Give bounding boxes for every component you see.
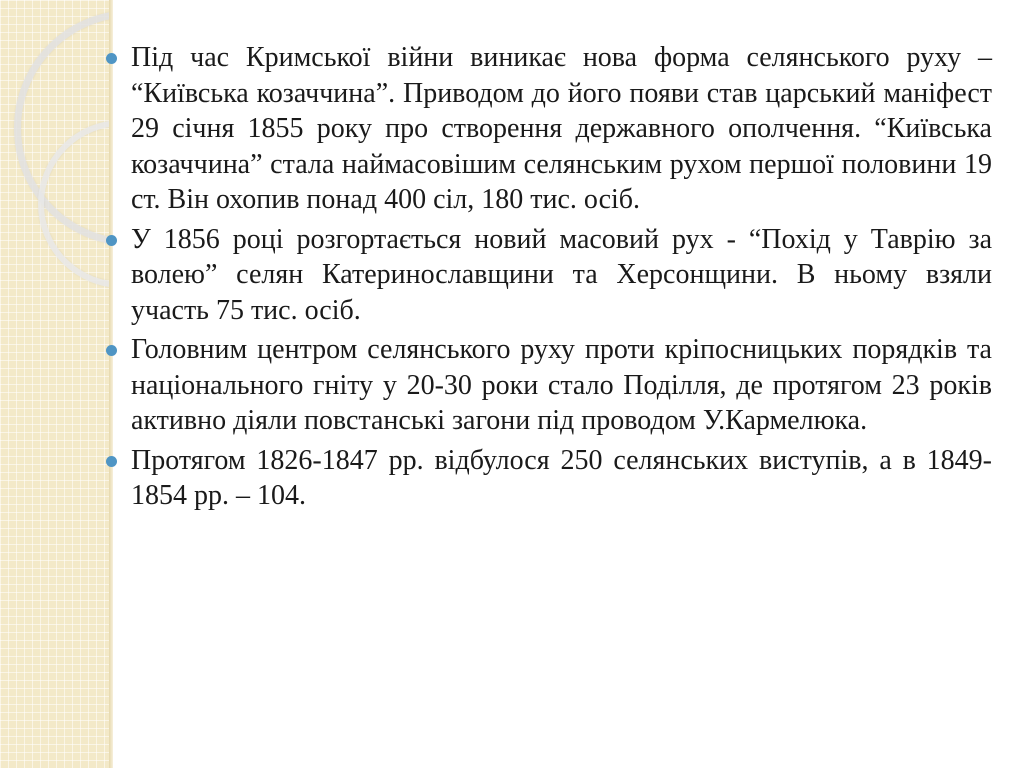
bullet-text: Головним центром селянського руху проти кріпосницьких порядків та національного гніту у 20-30 роки стало Поділля, де протягом 23 років активно діяли повстанські загони під проводом У.Кармелюка.	[131, 334, 992, 436]
bullet-text: У 1856 році розгортається новий масовий рух - “Похід у Таврію за волею” селян Катеринославщини та Херсонщини. В ньому взяли участь 75 тис. осіб.	[131, 223, 992, 326]
bullet-text: Під час Кримської війни виникає нова форма селянського руху – “Київська козаччина”. Приводом до його появи став царський маніфест 29 січня 1855 року про створення державного ополчення. “Київська козаччина” стала наймасовішим селянським рухом першої половини 19 ст. Він охопив понад 400 сіл, 180 тис. осіб.	[131, 42, 992, 215]
bullet-list	[104, 40, 992, 514]
bullet-dot-icon	[106, 456, 117, 467]
bullet-item-podillia	[104, 332, 992, 439]
bullet-dot-icon	[106, 235, 117, 246]
bullet-dot-icon	[106, 345, 117, 356]
slide-content	[104, 40, 992, 518]
bullet-item-crimean-war	[104, 40, 992, 218]
bullet-item-uprisings-count	[104, 443, 992, 514]
decorative-side-panel	[0, 0, 112, 768]
bullet-item-tavria-march	[104, 222, 992, 329]
bullet-dot-icon	[106, 53, 117, 64]
bullet-text: Протягом 1826-1847 рр. відбулося 250 селянських виступів, а в 1849-1854 рр. – 104.	[131, 444, 992, 511]
